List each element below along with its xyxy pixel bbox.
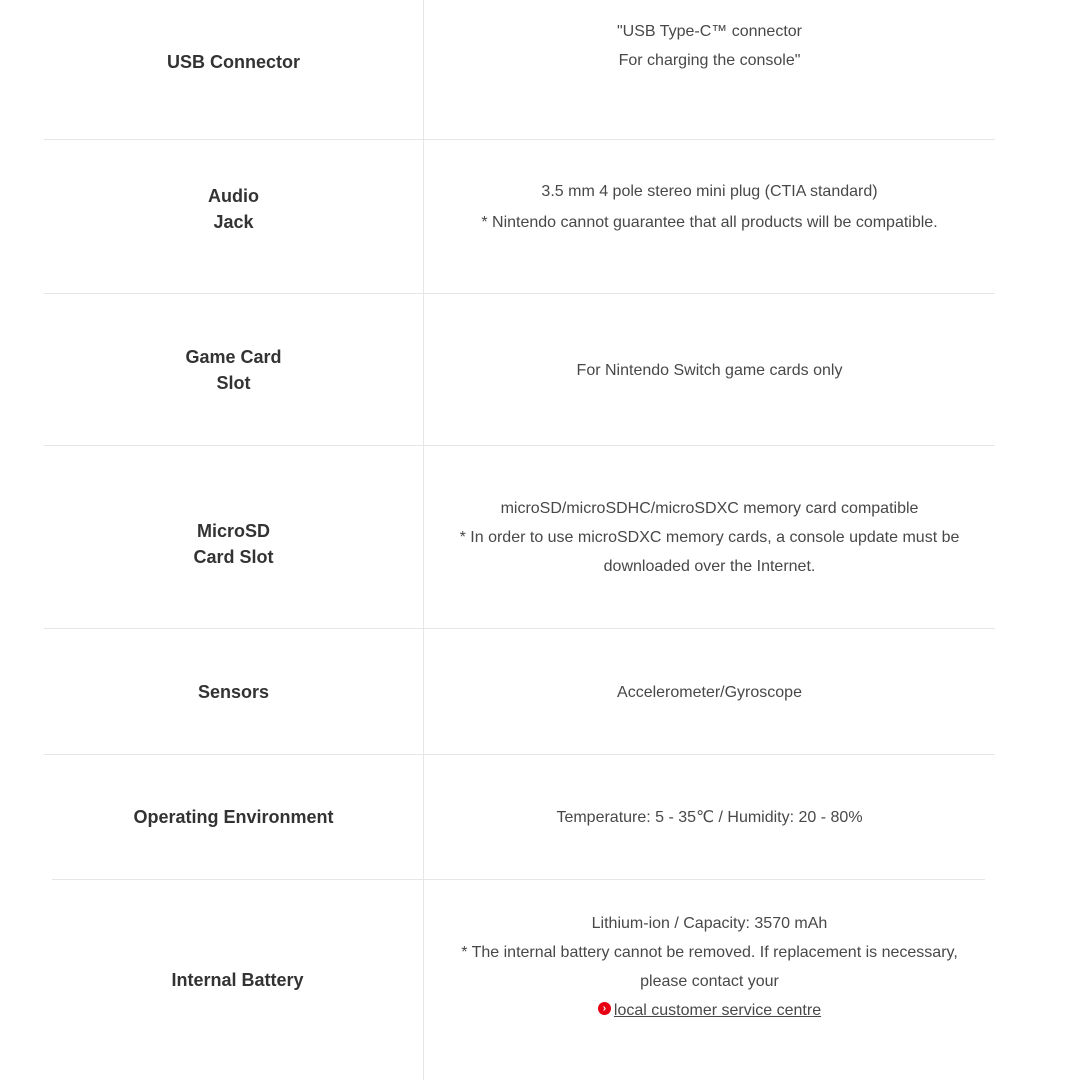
spec-label <box>44 879 424 1080</box>
spec-value-line: microSD/microSDHC/microSDXC memory card compatible <box>500 500 919 517</box>
spec-label-line: Sensors <box>197 682 270 702</box>
chevron-right-circle-icon: › <box>598 1002 611 1015</box>
spec-value-line: downloaded over the Internet. <box>603 558 816 575</box>
spec-value <box>424 629 995 755</box>
spec-label <box>44 0 424 140</box>
spec-label-line: Card Slot <box>193 546 274 567</box>
spec-value <box>424 294 995 446</box>
spec-value-line: For Nintendo Switch game cards only <box>576 361 843 379</box>
spec-label-line: MicroSD <box>196 520 270 541</box>
spec-row-operating-environment <box>44 755 995 879</box>
spec-row-audio-jack <box>44 140 995 294</box>
spec-value <box>424 755 995 879</box>
spec-label <box>44 629 424 755</box>
spec-label-line: Audio <box>208 186 259 206</box>
spec-label-line: Game Card <box>185 347 282 367</box>
spec-value <box>424 446 995 629</box>
spec-value <box>424 140 995 294</box>
spec-label-line: USB Connector <box>166 52 300 72</box>
spec-label <box>44 294 424 446</box>
spec-value-line: 3.5 mm 4 pole stereo mini plug (CTIA standard) <box>541 183 878 200</box>
spec-value-line: For charging the console" <box>618 52 801 69</box>
spec-label-line: Slot <box>216 373 251 393</box>
spec-row-usb-connector <box>44 0 995 140</box>
customer-service-link[interactable]: local customer service centre <box>613 1001 822 1019</box>
spec-row-microsd-card-slot <box>44 446 995 629</box>
spec-label <box>44 446 424 629</box>
spec-label-line: Operating Environment <box>133 807 334 827</box>
spec-value-line: * Nintendo cannot guarantee that all products will be compatible. <box>481 214 938 231</box>
spec-value-line: "USB Type-C™ connector <box>616 23 802 40</box>
spec-value-line: please contact your <box>640 972 779 990</box>
spec-value-line: Lithium-ion / Capacity: 3570 mAh <box>591 914 828 932</box>
spec-value <box>424 879 995 1080</box>
spec-row-game-card-slot <box>44 294 995 446</box>
spec-value-line: * In order to use microSDXC memory cards, a console update must be <box>459 529 960 546</box>
spec-value-line: * The internal battery cannot be removed. If replacement is necessary, <box>461 943 958 961</box>
spec-value-line: Temperature: 5 - 35℃ / Humidity: 20 - 80% <box>556 808 863 826</box>
spec-label-line: Internal Battery <box>171 969 304 990</box>
spec-label <box>44 755 424 879</box>
spec-row-internal-battery <box>44 879 995 1080</box>
spec-row-sensors <box>44 629 995 755</box>
spec-value <box>424 0 995 140</box>
spec-label-line: Jack <box>213 212 254 232</box>
customer-service-link-line <box>598 996 821 1025</box>
spec-value-line: Accelerometer/Gyroscope <box>617 683 802 701</box>
spec-label <box>44 140 424 294</box>
